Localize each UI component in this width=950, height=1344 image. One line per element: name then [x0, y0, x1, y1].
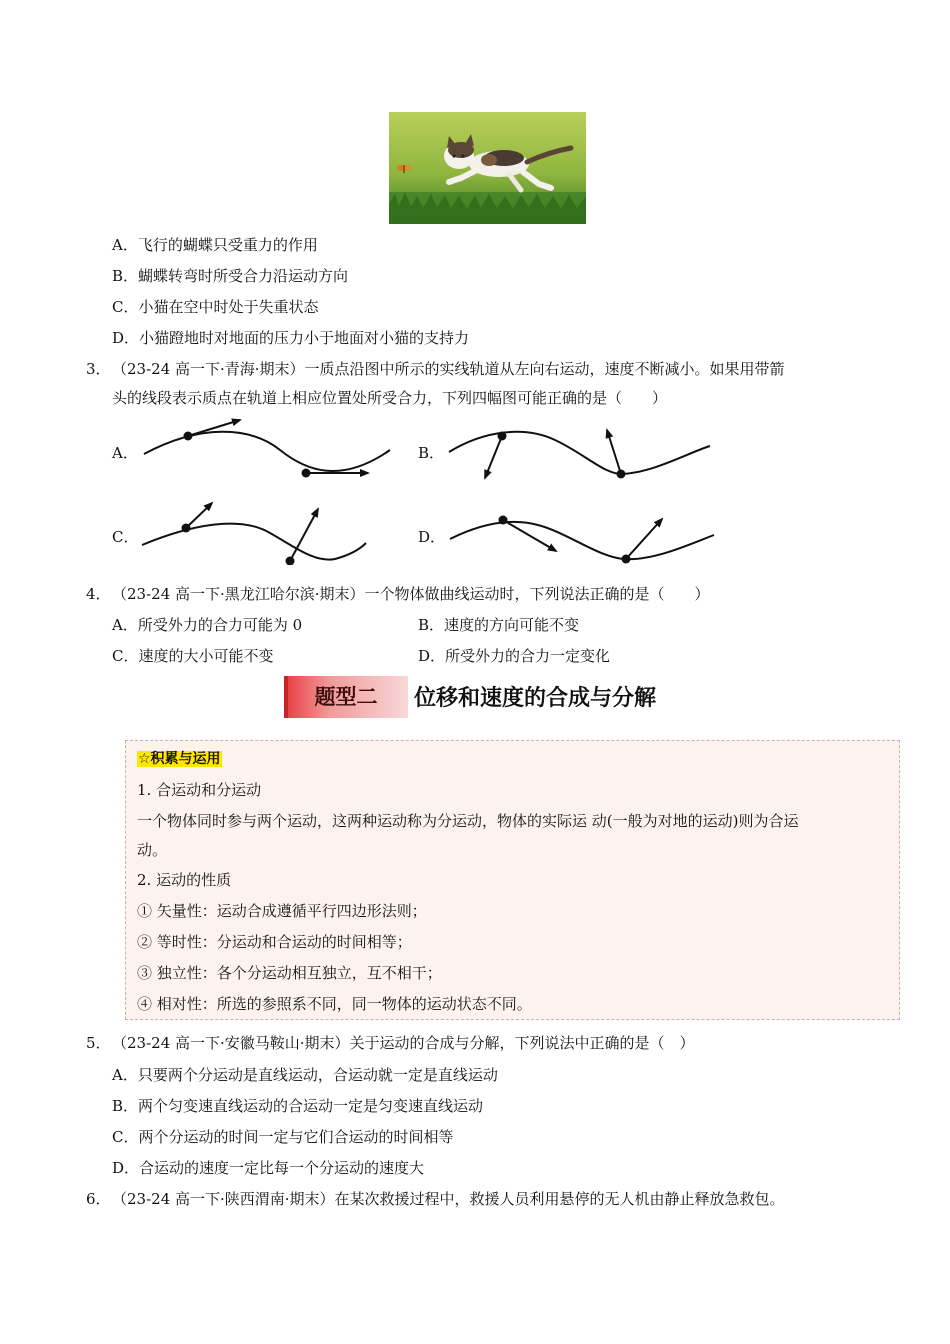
q4-stem: （23-24 高一下·黑龙江哈尔滨·期末）一个物体做曲线运动时，下列说法正确的是（ ） [112, 585, 710, 603]
q3-label-d: D． [418, 528, 446, 546]
knowledge-item: ③ 独立性：各个分运动相互独立，互不相干； [137, 964, 442, 982]
q5-stem: （23-24 高一下·安徽马鞍山·期末）关于运动的合成与分解，下列说法中正确的是（ ） [112, 1034, 695, 1052]
q3-diagram-c [140, 495, 370, 565]
q4-option-a: A．所受外力的合力可能为 0 [112, 616, 303, 634]
knowledge-tag-text: ☆积累与运用 [138, 751, 221, 767]
q3-label-a: A． [112, 444, 138, 462]
q5-number: 5． [86, 1034, 111, 1052]
knowledge-heading-1: 1. 合运动和分运动 [137, 781, 262, 799]
q2-option-d: D．小猫蹬地时对地面的压力小于地面对小猫的支持力 [112, 329, 470, 347]
q3-diagram-a [140, 410, 400, 485]
q3-stem-line1: （23-24 高一下·青海·期末）一质点沿图中所示的实线轨道从左向右运动，速度不断减小。如果用带箭 [112, 360, 785, 378]
q5-option-c: C．两个分运动的时间一定与它们合运动的时间相等 [112, 1128, 454, 1146]
q3-diagram-d [448, 505, 718, 570]
q2-option-c: C．小猫在空中时处于失重状态 [112, 298, 319, 316]
knowledge-item: ② 等时性：分运动和合运动的时间相等； [137, 933, 412, 951]
q2-option-a: A．飞行的蝴蝶只受重力的作用 [112, 236, 318, 254]
knowledge-paragraph-1b: 动。 [137, 841, 168, 859]
q4-number: 4． [86, 585, 111, 603]
q3-diagram-b [445, 420, 715, 485]
q4-option-c: C．速度的大小可能不变 [112, 647, 274, 665]
knowledge-paragraph-1a: 一个物体同时参与两个运动，这两种运动称为分运动，物体的实际运 动(一般为对地的运动)则为合运 [137, 812, 799, 830]
section-title: 位移和速度的合成与分解 [414, 686, 657, 711]
q3-stem-line2: 头的线段表示质点在轨道上相应位置处所受合力，下列四幅图可能正确的是（ ） [112, 389, 668, 407]
section-label: 题型二 [314, 685, 378, 709]
q5-option-b: B．两个匀变速直线运动的合运动一定是匀变速直线运动 [112, 1097, 484, 1115]
q5-option-a: A．只要两个分运动是直线运动，合运动就一定是直线运动 [112, 1066, 498, 1084]
q3-number: 3． [86, 360, 111, 378]
q3-label-b: B． [418, 444, 445, 462]
knowledge-item: ① 矢量性：运动合成遵循平行四边形法则； [137, 902, 427, 920]
knowledge-heading-2: 2. 运动的性质 [137, 871, 232, 889]
q4-option-d: D．所受外力的合力一定变化 [418, 647, 611, 665]
knowledge-item: ④ 相对性：所选的参照系不同，同一物体的运动状态不同。 [137, 995, 532, 1013]
q4-option-b: B．速度的方向可能不变 [418, 616, 580, 634]
q2-option-b: B．蝴蝶转弯时所受合力沿运动方向 [112, 267, 349, 285]
q6-stem: （23-24 高一下·陕西渭南·期末）在某次救援过程中，救援人员利用悬停的无人机由静止释放急救包。 [112, 1190, 785, 1208]
q5-option-d: D．合运动的速度一定比每一个分运动的速度大 [112, 1159, 425, 1177]
q3-label-c: C． [112, 528, 139, 546]
q6-number: 6． [86, 1190, 111, 1208]
knowledge-tag [137, 748, 222, 769]
kitten-butterfly-photo [389, 112, 586, 224]
